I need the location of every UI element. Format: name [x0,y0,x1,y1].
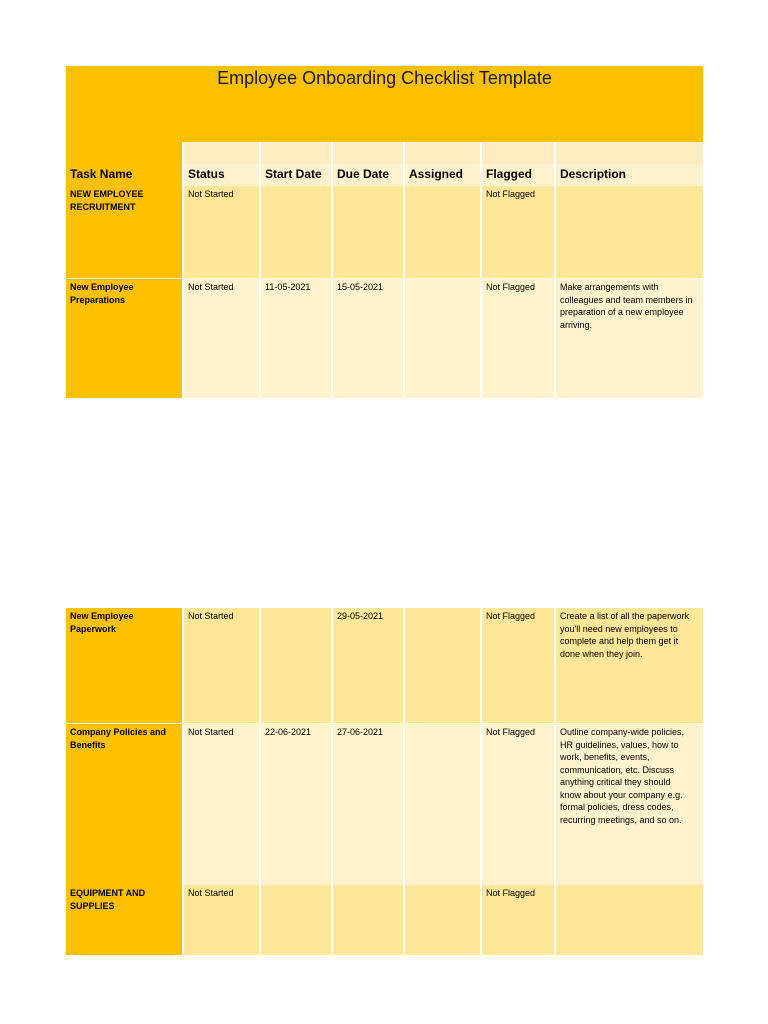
due-date-cell: 29-05-2021 [333,608,405,723]
task-name-line: SUPPLIES [70,900,115,911]
table-row [66,885,703,956]
spacer-row [66,142,703,164]
description-line: Make arrangements with [560,282,659,292]
flagged-cell: Not Flagged [482,186,556,278]
flagged-cell: Not Flagged [482,885,556,955]
status-cell: Not Started [184,608,261,723]
column-header-task-name: Task Name [66,164,184,186]
assigned-to-cell [405,279,482,398]
description-line: Create a list of all the paperwork [560,611,690,621]
task-name-line: New Employee [70,282,134,292]
column-header-assigned-to: Assigned [405,164,482,186]
task-name-line: Benefits [70,739,106,750]
task-name-cell [66,608,184,723]
spacer-cell [405,142,482,164]
start-date-cell: 11-05-2021 [261,279,333,398]
page-title: Employee Onboarding Checklist Template [217,68,552,88]
spacer-cell [333,142,405,164]
status-cell: Not Started [184,279,261,398]
spacer-cell [184,142,261,164]
assigned-to-cell [405,608,482,723]
description-line: recurring meetings, and so on. [560,814,682,825]
task-name-cell [66,279,184,398]
spacer-cell [66,142,184,164]
spacer-cell [556,142,703,164]
description-line: formal policies, dress codes, [560,802,674,812]
description-line: complete and help them get it [560,636,679,646]
description-cell [556,885,703,955]
flagged-cell: Not Flagged [482,608,556,723]
task-name-line: Paperwork [70,623,117,634]
column-header-status: Status [184,164,261,186]
description-line: colleagues and team members in [560,294,693,305]
start-date-cell [261,608,333,723]
table-row [66,186,703,279]
task-name-line: New Employee [70,611,134,621]
due-date-cell: 27-06-2021 [333,724,405,885]
task-name-line: NEW EMPLOYEE [70,189,144,199]
assigned-to-cell [405,885,482,955]
description-cell [556,608,703,723]
table-row [66,608,703,724]
description-line: Outline company-wide policies, [560,727,685,737]
description-line: arriving. [560,319,593,330]
description-cell [556,724,703,885]
assigned-to-cell [405,186,482,278]
header-row [66,164,703,186]
assigned-to-cell [405,724,482,885]
flagged-cell: Not Flagged [482,724,556,885]
task-name-cell [66,724,184,885]
description-line: you'll need new employees to [560,623,678,634]
checklist-table-page-1 [66,66,703,398]
description-line: know about your company e.g. [560,789,683,800]
column-header-due-date: Due Date [333,164,405,186]
description-cell [556,279,703,398]
status-cell: Not Started [184,724,261,885]
start-date-cell: 22-06-2021 [261,724,333,885]
description-line: work, benefits, events, [560,752,650,762]
description-line: done when they join. [560,648,643,659]
spacer-cell [261,142,333,164]
column-header-flagged: Flagged [482,164,556,186]
description-line: anything critical they should [560,777,671,787]
description-line: preparation of a new employee [560,307,684,317]
checklist-table-page-2 [66,608,703,956]
task-name-line: Company Policies and [70,727,167,737]
task-name-line: Preparations [70,294,126,305]
task-name-cell [66,186,184,278]
start-date-cell [261,186,333,278]
title-band [66,66,703,142]
status-cell: Not Started [184,186,261,278]
description-cell [556,186,703,278]
due-date-cell: 15-05-2021 [333,279,405,398]
task-name-line: EQUIPMENT AND [70,888,146,898]
description-line: HR guidelines, values, how to [560,739,679,750]
task-name-cell [66,885,184,955]
due-date-cell [333,186,405,278]
table-row [66,279,703,398]
description-line: communication, etc. Discuss [560,764,675,775]
table-row [66,724,703,885]
task-name-line: RECRUITMENT [70,201,136,212]
status-cell: Not Started [184,885,261,955]
start-date-cell [261,885,333,955]
spacer-cell [482,142,556,164]
column-header-start-date: Start Date [261,164,333,186]
due-date-cell [333,885,405,955]
column-header-description: Description [556,164,703,186]
flagged-cell: Not Flagged [482,279,556,398]
